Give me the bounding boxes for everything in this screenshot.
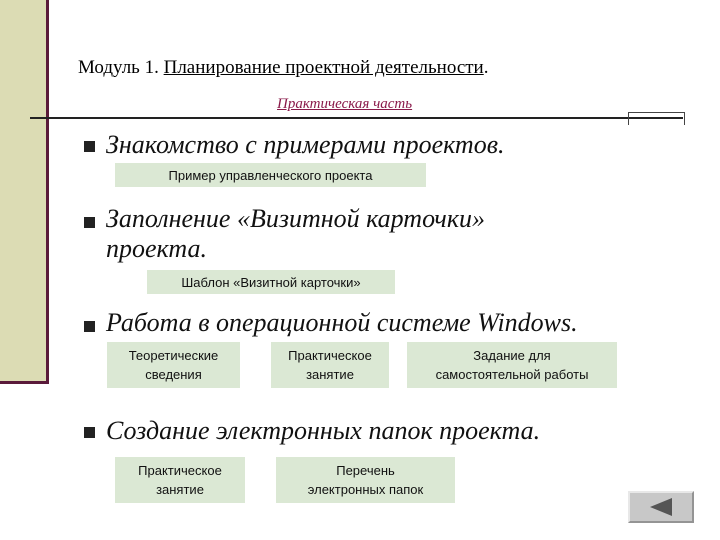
bullet-icon [84, 140, 95, 156]
task-line1: Задание для [473, 348, 551, 363]
item-windows: Работа в операционной системе Windows. [106, 308, 578, 337]
side-divider [46, 0, 49, 384]
theory-line2: сведения [145, 367, 202, 382]
task-line2: самостоятельной работы [435, 367, 589, 382]
folders-line1: Перечень [336, 463, 395, 478]
header-divider-box [628, 112, 685, 125]
item-card-line2: проекта. [106, 234, 207, 263]
module-link[interactable]: Планирование проектной деятельности [163, 57, 484, 78]
back-button[interactable] [628, 491, 694, 523]
practice2-line1: Практическое [138, 463, 222, 478]
header-divider [30, 117, 683, 119]
item-card-line1: Заполнение «Визитной карточки» [106, 204, 485, 233]
self-study-task-button[interactable] [407, 342, 617, 388]
item-examples: Знакомство с примерами проектов. [106, 130, 505, 159]
card-template-button[interactable]: Шаблон «Визитной карточки» [147, 270, 395, 294]
practice-button-2[interactable] [115, 457, 245, 503]
side-underline [0, 381, 49, 384]
bullet-icon [84, 216, 95, 232]
practice1-line2: занятие [306, 367, 354, 382]
theory-line1: Теоретические [128, 348, 219, 363]
practice1-line1: Практическое [288, 348, 372, 363]
example-project-button[interactable]: Пример управленческого проекта [115, 163, 426, 187]
side-panel [0, 0, 46, 384]
module-title [78, 57, 488, 79]
triangle-left-icon [646, 496, 676, 518]
item-folders: Создание электронных папок проекта. [106, 416, 541, 445]
bullet-icon [84, 426, 95, 442]
theory-button[interactable] [107, 342, 240, 388]
module-prefix: Модуль 1. [78, 57, 164, 78]
folders-list-button[interactable] [276, 457, 455, 503]
practice2-line2: занятие [156, 482, 204, 497]
folders-line2: электронных папок [307, 482, 424, 497]
bullet-icon [84, 320, 95, 336]
practice-button-1[interactable] [271, 342, 389, 388]
module-suffix: . [483, 57, 489, 78]
subtitle-link[interactable]: Практическая часть [277, 96, 413, 112]
